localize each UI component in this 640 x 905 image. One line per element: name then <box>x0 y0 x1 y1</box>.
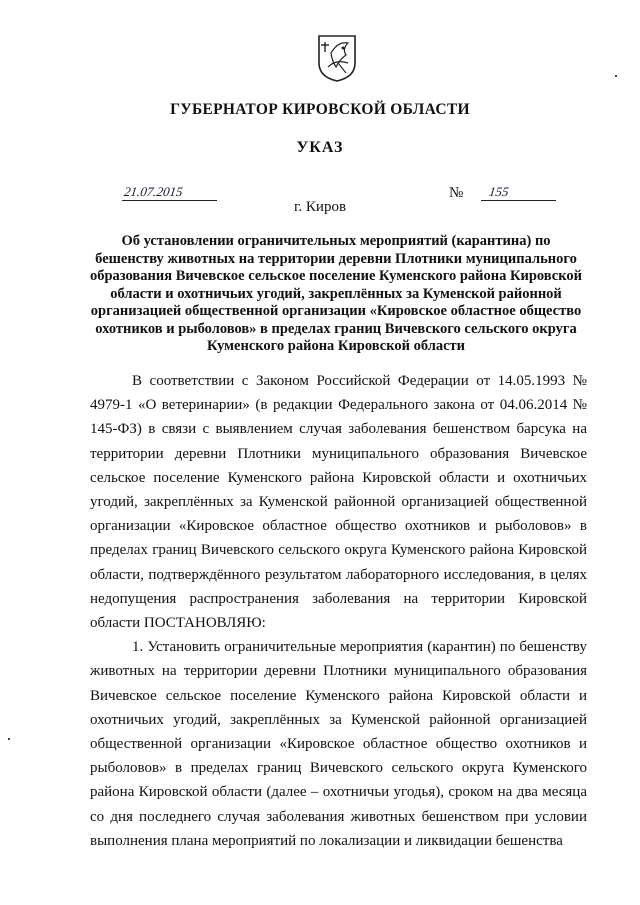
document-title: Об установлении ограничительных мероприятий (карантина) по бешенству животных на территории деревни Плотники муниципального образования Вичевское сельское поселение Куменского района Кировской области и охотничьих угодий, закреплённых за Куменской районной организацией общественной организации «Кировское областное общество охотников и рыболовов» в пределах границ Вичевского сельского округа Куменского района Кировской области <box>89 233 583 354</box>
item-1-paragraph: 1. Установить ограничительные мероприятия (карантин) по бешенству животных на территории деревни Плотники муниципального образования Вичевское сельское поселение Куменского района Кировской области и охотничьих угодий, закреплённых за Куменской районной организацией общественной организации «Кировское областное общество охотников и рыболовов» в пределах границ Вичевского сельского округа Куменского района Кировской области (далее – охотничьи угодья), сроком на два месяца со дня последнего случая заболевания животных бешенством при условии выполнения плана мероприятий по локализации и ликвидации бешенства <box>90 639 587 849</box>
number-label: № <box>449 185 464 201</box>
coat-of-arms-icon <box>316 33 358 83</box>
document-type: УКАЗ <box>296 139 344 156</box>
document-body <box>90 369 587 853</box>
scan-speck <box>615 75 617 77</box>
preamble-paragraph: В соответствии с Законом Российской Федерации от 14.05.1993 № 4979-1 «О ветеринарии» (в редакции Федерального закона от 04.06.2014 № 145-ФЗ) в связи с выявлением случая заболевания бешенством барсука на территории деревни Плотники муниципального образования Вичевское сельское поселение Куменского района Кировской области и охотничьих угодий, закреплённых за Куменской районной организацией общественной организации «Кировское областное общество охотников и рыболовов» в пределах границ Вичевского сельского округа Куменского района Кировской области, подтверждённого результатом лабораторного исследования, в целях недопущения распространения заболевания на территории Кировской области ПОСТАНОВЛЯЮ: <box>90 373 587 632</box>
city-line: г. Киров <box>293 199 347 215</box>
scan-speck <box>8 738 10 740</box>
handwritten-date: 21.07.2015 <box>123 184 184 199</box>
handwritten-number: 155 <box>488 184 510 199</box>
issuing-authority: ГУБЕРНАТОР КИРОВСКОЙ ОБЛАСТИ <box>170 101 470 118</box>
